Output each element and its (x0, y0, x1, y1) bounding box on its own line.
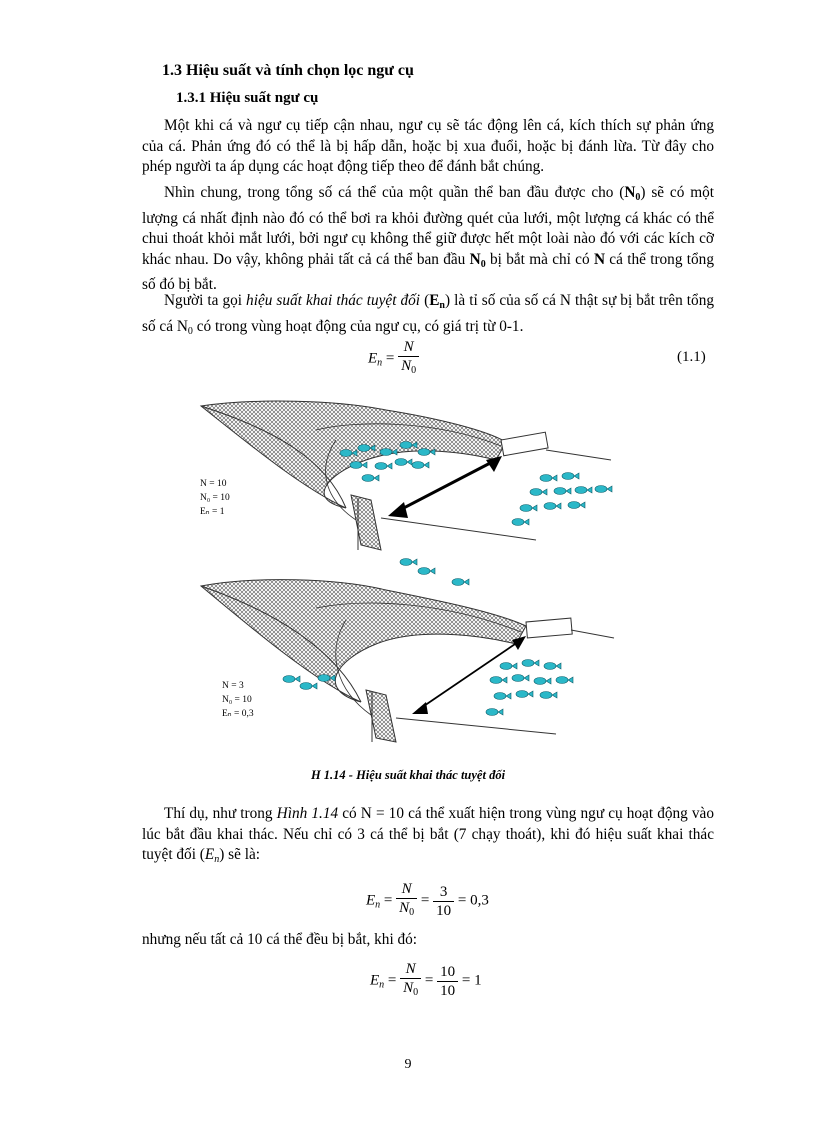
fish (544, 663, 561, 670)
fish (568, 502, 585, 509)
fish (418, 568, 435, 575)
fish (375, 463, 392, 470)
paragraph-4: Thí dụ, như trong Hình 1.14 có N = 10 cá thể xuất hiện trong vùng ngư cụ hoạt động vào lúc bắt đầu khai thác. Nếu chỉ có 3 cá thể bị bắt (7 chạy thoát), khi đó hiệu suất khai thác tuyệt đối $(E_n)$ sẽ là: (142, 805, 714, 866)
fish (512, 675, 529, 682)
paragraph-5: nhưng nếu tất cả 10 cá thể đều bị bắt, khi đó: (142, 931, 418, 948)
fish (494, 693, 511, 700)
fish (516, 691, 533, 698)
fish (350, 462, 367, 469)
fish (486, 709, 503, 716)
top-label-n: N = 10 (200, 479, 227, 489)
section-heading: 1.3 Hiệu suất và tính chọn lọc ngư cụ (162, 62, 414, 79)
equation-1-1: $E_n$ = $\frac{N}{N_0}$ (368, 338, 419, 380)
fish (395, 459, 412, 466)
paragraph-2: Nhìn chung, trong tổng số cá thể của một quần thể ban đầu được cho $(N_0)$ sẽ có một lượng cá nhất định nào đó có thể bơi ra khỏi đường quét của lưới, một lượng cá khác có thể chui thoát khỏi mắt lưới, bởi ngư cụ không thể giữ được hết một loài nào đó với các kích cỡ khác nhau. Do vậy, không phải tất cả cá thể ban đầu $N_0$ bị bắt mà chỉ có N cá thể trong tổng số đó bị bắt. (142, 184, 714, 294)
fish (412, 462, 429, 469)
fish (530, 489, 547, 496)
fish (490, 677, 507, 684)
equation-3: $E_n$ = $\frac{N}{N_0}$ = $\frac{10}{10}$ = 1 (370, 961, 482, 999)
subsection-heading: 1.3.1 Hiệu suất ngư cụ (176, 90, 319, 106)
fish (400, 559, 417, 566)
paragraph-1: Một khi cá và ngư cụ tiếp cận nhau, ngư cụ sẽ tác động lên cá, kích thích sự phản ứng của cá. Phản ứng đó có thể là bị hấp dẫn, hoặc bị xua đuổi, hoặc bị đánh lừa. Từ đây cho phép người ta áp dụng các hoạt động tiếp theo để đánh bắt chúng. (142, 117, 714, 176)
equation-2: $E_n$ = $\frac{N}{N_0}$ = $\frac{3}{10}$ = 0,3 (366, 881, 489, 919)
fish (556, 677, 573, 684)
fish (554, 488, 571, 495)
equation-number: (1.1) (677, 349, 706, 365)
fish (512, 519, 529, 526)
fish (522, 660, 539, 667)
fish (544, 503, 561, 510)
fish (500, 663, 517, 670)
fish (520, 505, 537, 512)
page-number: 9 (404, 1057, 412, 1072)
fish (595, 486, 612, 493)
sweep-arrow-top (388, 456, 502, 518)
sweep-arrow-bottom (412, 636, 526, 714)
paragraph-3: Người ta gọi hiệu suất khai thác tuyệt đối $(E_n)$ là tỉ số của số cá N thật sự bị bắt trên tổng số cá $N_0$ có trong vùng hoạt động của ngư cụ, có giá trị từ 0-1. (142, 292, 714, 337)
top-label-n0: N₀ = 10 (200, 493, 230, 503)
fish (562, 473, 579, 480)
fish (540, 692, 557, 699)
top-label-en: Eₙ = 1 (200, 507, 225, 517)
bottom-label-n0: N₀ = 10 (222, 695, 252, 705)
trawl-net-bottom (201, 580, 614, 742)
bottom-label-n: N = 3 (222, 681, 244, 691)
fish (534, 678, 551, 685)
fish (575, 487, 592, 494)
fish (452, 579, 469, 586)
fish (362, 475, 379, 482)
figure-caption: H 1.14 - Hiệu suất khai thác tuyệt đối (310, 768, 506, 782)
fish (540, 475, 557, 482)
bottom-label-en: Eₙ = 0,3 (222, 709, 254, 719)
trawl-efficiency-figure (196, 390, 616, 750)
fish (283, 676, 300, 683)
fish (300, 683, 317, 690)
